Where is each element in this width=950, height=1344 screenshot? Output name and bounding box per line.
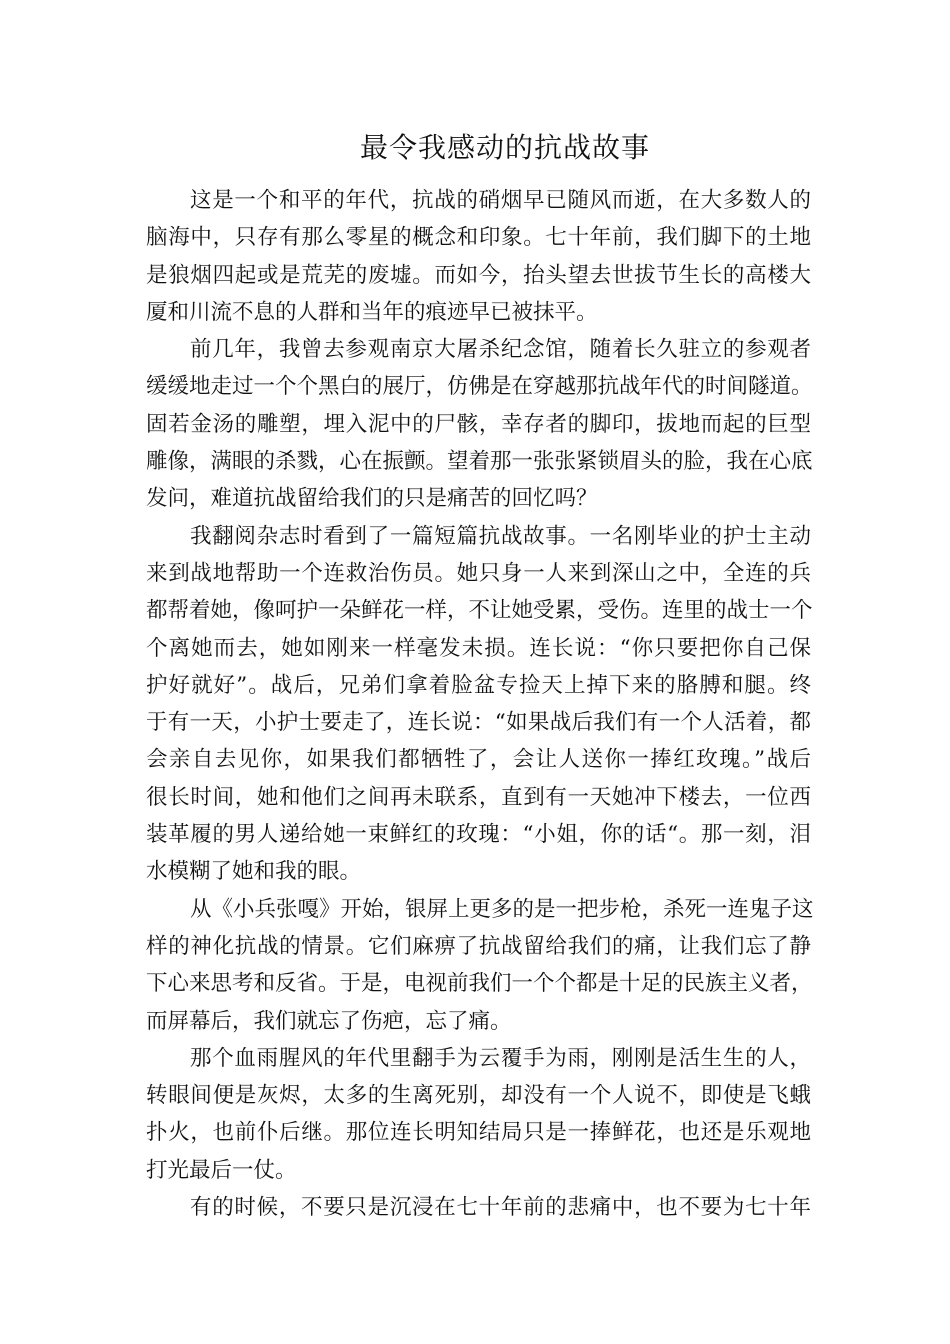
paragraph-line: 固若金汤的雕塑，埋入泥中的尸骸，幸存者的脚印，拔地而起的巨型 xyxy=(146,411,811,437)
paragraph-line: 脑海中，只存有那么零星的概念和印象。七十年前，我们脚下的土地 xyxy=(146,225,811,251)
paragraph-line: 扑火，也前仆后继。那位连长明知结局只是一捧鲜花，也还是乐观地 xyxy=(146,1120,811,1146)
page-title: 最令我感动的抗战故事 xyxy=(359,131,650,164)
paragraph-line: 那个血雨腥风的年代里翻手为云覆手为雨，刚刚是活生生的人， xyxy=(190,1045,811,1071)
paragraph-line: 护好就好”。战后，兄弟们拿着脸盆专捡天上掉下来的胳膊和腿。终 xyxy=(146,672,811,698)
paragraph-line: 从《小兵张嘎》开始，银屏上更多的是一把步枪，杀死一连鬼子这 xyxy=(190,896,814,922)
paragraph-line: 这是一个和平的年代，抗战的硝烟早已随风而逝，在大多数人的 xyxy=(190,188,811,213)
paragraph-line: 下心来思考和反省。于是，电视前我们一个个都是十足的民族主义者， xyxy=(146,971,813,997)
paragraph-line: 厦和川流不息的人群和当年的痕迹早已被抹平。 xyxy=(146,299,598,325)
paragraph-line: 缓缓地走过一个个黑白的展厅，仿佛是在穿越那抗战年代的时间隧道。 xyxy=(146,374,813,400)
paragraph-line: 是狼烟四起或是荒芜的废墟。而如今，抬头望去世拔节生长的高楼大 xyxy=(146,262,811,288)
paragraph-line: 转眼间便是灰烬，太多的生离死别，却没有一个人说不，即使是飞蛾 xyxy=(146,1083,811,1109)
paragraph-line: 雕像，满眼的杀戮，心在振颤。望着那一张张紧锁眉头的脸，我在心底 xyxy=(146,449,813,475)
paragraph-line: 前几年，我曾去参观南京大屠杀纪念馆，随着长久驻立的参观者 xyxy=(190,337,811,363)
paragraph-line: 我翻阅杂志时看到了一篇短篇抗战故事。一名刚毕业的护士主动 xyxy=(190,523,811,549)
paragraph-line: 于有一天，小护士要走了，连长说：“如果战后我们有一个人活着，都 xyxy=(146,710,811,736)
paragraph-line: 有的时候，不要只是沉浸在七十年前的悲痛中，也不要为七十年 xyxy=(190,1195,811,1221)
paragraph-line: 打光最后一仗。 xyxy=(146,1157,297,1183)
paragraph-line: 很长时间，她和他们之间再未联系，直到有一天她冲下楼去，一位西 xyxy=(146,784,811,810)
paragraph-line: 会亲自去见你，如果我们都牺牲了，会让人送你一捧红玫瑰。”战后 xyxy=(146,747,811,773)
article-body xyxy=(146,182,814,1226)
paragraph-line: 都帮着她，像呵护一朵鲜花一样，不让她受累，受伤。连里的战士一个 xyxy=(146,598,813,624)
paragraph-line: 个离她而去，她如刚来一样毫发未损。连长说：“你只要把你自己保 xyxy=(146,635,811,661)
paragraph-line: 水模糊了她和我的眼。 xyxy=(146,859,362,885)
paragraph-line: 样的神化抗战的情景。它们麻痹了抗战留给我们的痛，让我们忘了静 xyxy=(146,933,811,959)
paragraph-line: 发问，难道抗战留给我们的只是痛苦的回忆吗？ xyxy=(146,486,598,512)
paragraph-line: 装革履的男人递给她一束鲜红的玫瑰：“小姐，你的话“。那一刻，泪 xyxy=(146,822,811,848)
paragraph-line: 而屏幕后，我们就忘了伤疤，忘了痛。 xyxy=(146,1008,512,1034)
paragraph-line: 来到战地帮助一个连救治伤员。她只身一人来到深山之中，全连的兵 xyxy=(146,560,811,586)
